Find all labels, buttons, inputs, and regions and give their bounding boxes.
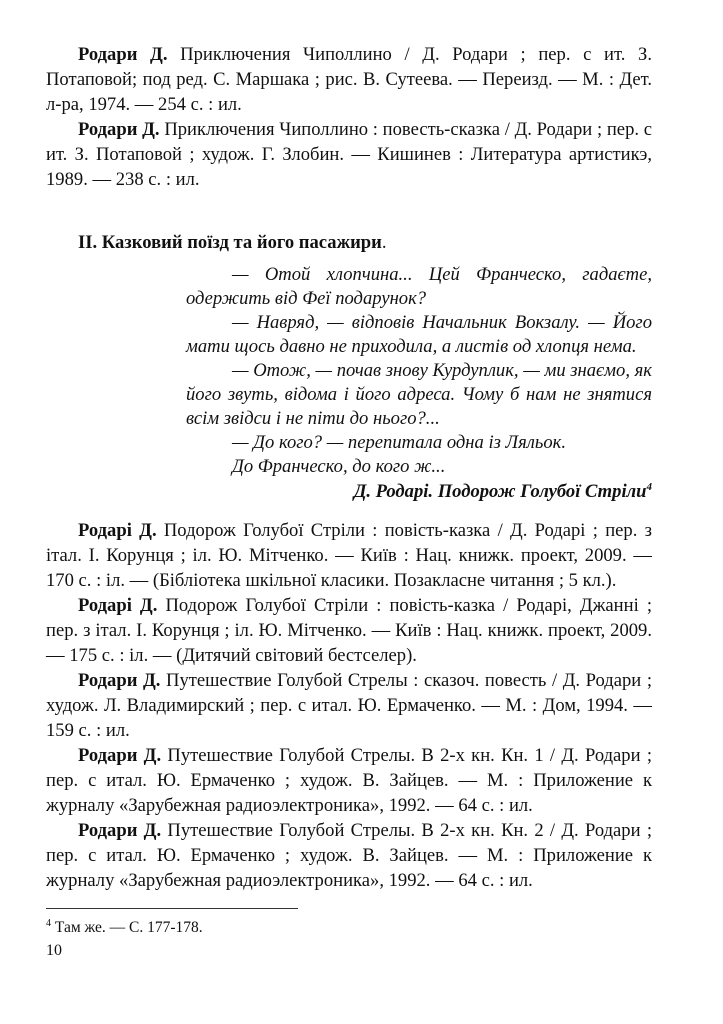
epigraph-line: — Отой хлопчина... Цей Франческо, гадаєте, одержить від Феї подарунок? <box>186 264 652 309</box>
epigraph-line: — Навряд, — відповів Начальник Вокзалу. — Його мати щось давно не приходила, а листів од хлопця нема. <box>186 312 652 357</box>
entry-author: Родари Д. <box>78 745 162 766</box>
entry-text: Подорож Голубої Стріли : повість-казка / Родарі, Джанні ; пер. з італ. І. Корунця ; іл. Ю. Мітченко. — Київ : Нац. книжк. проект, 2009. — 175 с. : іл. — (Дитячий світовий бестселер). <box>46 595 652 666</box>
epigraph-line: — Отож, — почав знову Курдуплик, — ми знаємо, як його звуть, відома і його адреса. Чому б нам не знятися всім звідси і не піти до нього?... <box>186 360 652 429</box>
entry-text: Подорож Голубої Стріли : повість-казка / Д. Родарі ; пер. з італ. І. Корунця ; іл. Ю. Мітченко. — Київ : Нац. книжк. проект, 2009. — 170 с. : іл. — (Бібліотека шкільної класики. Позакласне читання ; 5 кл.). <box>46 520 652 591</box>
entry-author: Родари Д. <box>78 44 168 65</box>
epigraph <box>186 263 652 504</box>
epigraph-line: До Франческо, до кого ж... <box>232 456 446 477</box>
entry-text: Путешествие Голубой Стрелы : сказоч. повесть / Д. Родари ; худож. Л. Владимирский ; пер. с итал. Ю. Ермаченко. — М. : Дом, 1994. —159 с. : ил. <box>46 670 652 741</box>
entry-text: Приключения Чиполлино / Д. Родари ; пер. с ит. З. Потаповой; под ред. С. Маршака ; рис. В. Сутеева. — Переизд. — М. : Дет. л-ра, 1974. — 254 с. : ил. <box>46 44 652 115</box>
footnote-text: Там же. — С. 177-178. <box>51 919 203 936</box>
bibliography-entry <box>46 668 652 743</box>
entry-author: Родари Д. <box>78 670 161 691</box>
entry-text: Путешествие Голубой Стрелы. В 2-х кн. Кн. 2 / Д. Родари ; пер. с итал. Ю. Ермаченко ; худож. В. Зайцев. — М. : Приложение к журналу «Зарубежная радиоэлектроника», 1992. — 64 с. : ил. <box>46 820 652 891</box>
entry-text: Приключения Чиполлино : повесть-сказка / Д. Родари ; пер. с ит. З. Потаповой ; худож. Г. Злобин. — Кишинев : Литература артистикэ, 1989. — 238 с. : ил. <box>46 119 652 190</box>
footnote-ref: 4 <box>646 480 652 493</box>
epigraph-line: — До кого? — перепитала одна із Ляльок. <box>232 432 566 453</box>
entry-author: Родари Д. <box>78 820 162 841</box>
page-body <box>46 42 652 893</box>
bibliography-entry <box>46 117 652 192</box>
bibliography-entry <box>46 518 652 593</box>
bibliography-entry <box>46 743 652 818</box>
footnote-mark: 4 <box>46 917 51 929</box>
section-heading: ІІ. Казковий поїзд та його пасажири. <box>78 232 387 253</box>
bibliography-entry <box>46 818 652 893</box>
footnote <box>46 918 203 938</box>
entry-text: Путешествие Голубой Стрелы. В 2-х кн. Кн. 1 / Д. Родари ; пер. с итал. Ю. Ермаченко ; худож. В. Зайцев. — М. : Приложение к журналу «Зарубежная радиоэлектроника», 1992. — 64 с. : ил. <box>46 745 652 816</box>
bibliography-entry <box>46 42 652 117</box>
bibliography-entry <box>46 593 652 668</box>
footnote-divider <box>46 908 298 909</box>
entry-author: Родарі Д. <box>78 520 157 541</box>
page-number: 10 <box>46 942 62 959</box>
entry-author: Родари Д. <box>78 119 160 140</box>
entry-author: Родарі Д. <box>78 595 158 616</box>
epigraph-source: Д. Родарі. Подорож Голубої Стріли$^4$ <box>353 480 652 502</box>
